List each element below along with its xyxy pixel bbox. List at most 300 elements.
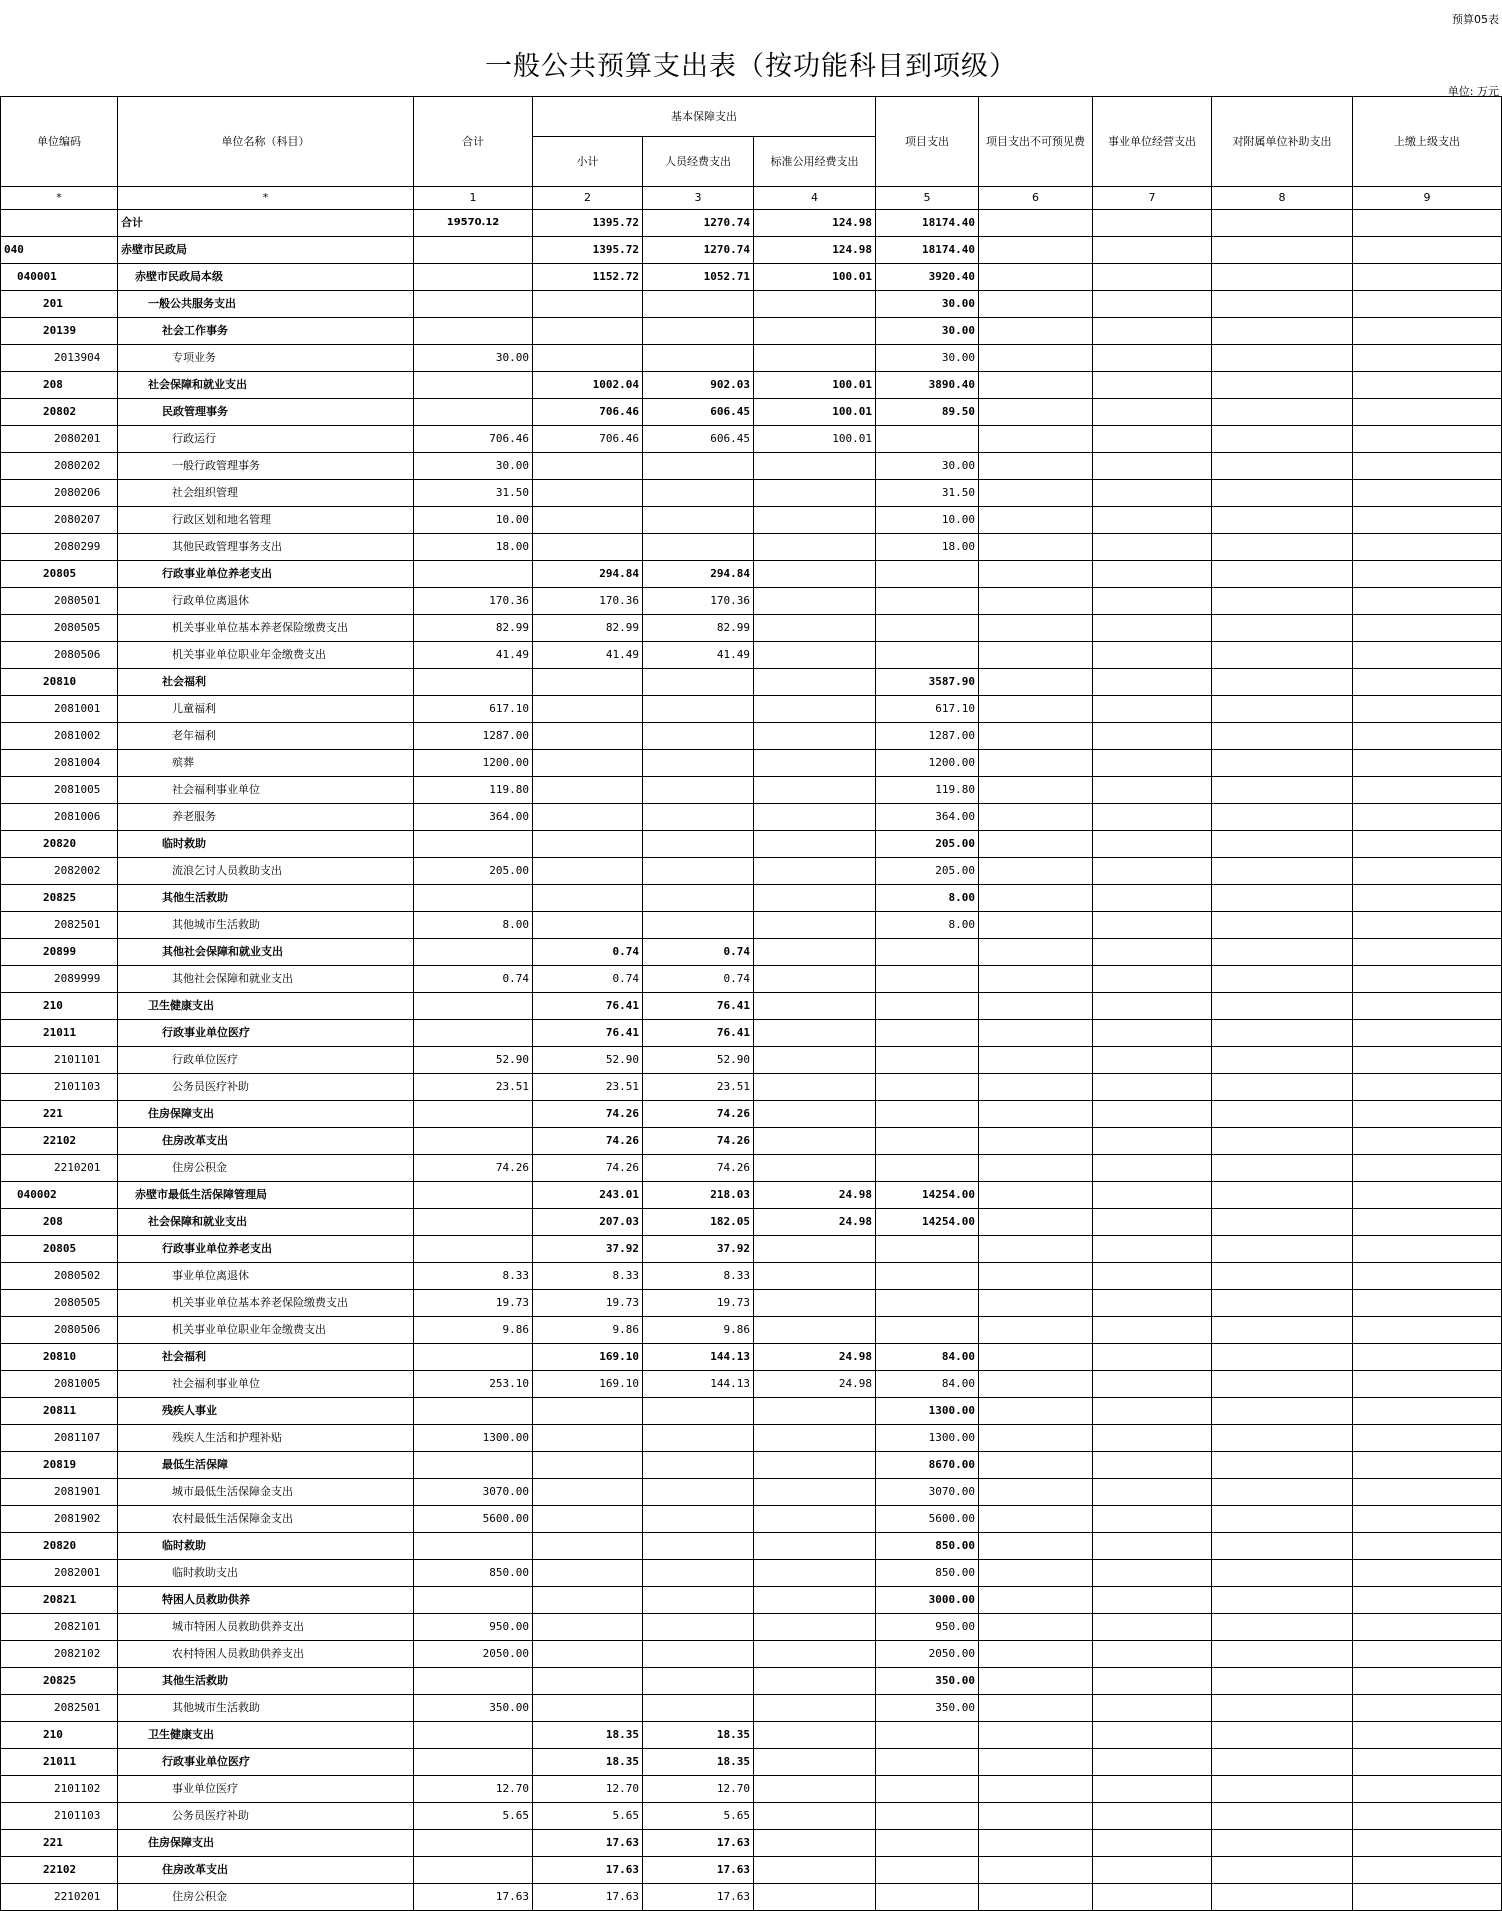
unforeseen-cell [979,1047,1093,1074]
name-cell: 特困人员救助供养 [118,1587,414,1614]
code-cell: 2080299 [1,534,118,561]
personnel-cell: 74.26 [643,1155,754,1182]
table-row [1,561,1502,588]
header-index: 4 [754,187,876,210]
project-cell: 8.00 [876,885,979,912]
table-row [1,1020,1502,1047]
superior-cell [1353,1344,1502,1371]
code-cell: 2210201 [1,1884,118,1911]
header-code: 单位编码 [1,97,118,187]
project-cell: 14254.00 [876,1182,979,1209]
code-cell: 2101102 [1,1776,118,1803]
superior-cell [1353,264,1502,291]
unforeseen-cell [979,696,1093,723]
total-cell [414,993,533,1020]
header-index: 1 [414,187,533,210]
page-title: 一般公共预算支出表（按功能科目到项级） [485,51,1017,82]
subtotal-cell: 207.03 [533,1209,643,1236]
subtotal-cell: 169.10 [533,1371,643,1398]
personnel-cell: 0.74 [643,939,754,966]
unforeseen-cell [979,1344,1093,1371]
code-cell: 2081107 [1,1425,118,1452]
business-cell [1093,1722,1212,1749]
name-cell: 其他城市生活救助 [118,912,414,939]
public-cell: 124.98 [754,210,876,237]
superior-cell [1353,291,1502,318]
subtotal-cell [533,480,643,507]
name-cell: 社会保障和就业支出 [118,372,414,399]
personnel-cell: 17.63 [643,1884,754,1911]
table-row [1,534,1502,561]
superior-cell [1353,318,1502,345]
public-cell [754,912,876,939]
personnel-cell: 18.35 [643,1749,754,1776]
superior-cell [1353,1128,1502,1155]
superior-cell [1353,858,1502,885]
total-cell: 5.65 [414,1803,533,1830]
public-cell: 100.01 [754,399,876,426]
personnel-cell: 0.74 [643,966,754,993]
code-cell: 20899 [1,939,118,966]
name-cell: 住房改革支出 [118,1128,414,1155]
subtotal-cell [533,534,643,561]
public-cell [754,1128,876,1155]
business-cell [1093,993,1212,1020]
name-cell: 其他生活救助 [118,1668,414,1695]
business-cell [1093,1209,1212,1236]
superior-cell [1353,1722,1502,1749]
project-cell [876,1317,979,1344]
business-cell [1093,966,1212,993]
subsidy-cell [1212,318,1353,345]
table-row [1,1695,1502,1722]
table-row [1,1506,1502,1533]
unforeseen-cell [979,1857,1093,1884]
public-cell [754,1047,876,1074]
subtotal-cell [533,1479,643,1506]
public-cell [754,1722,876,1749]
table-row [1,1830,1502,1857]
project-cell: 1200.00 [876,750,979,777]
project-cell: 30.00 [876,318,979,345]
superior-cell [1353,1074,1502,1101]
name-cell: 社会福利事业单位 [118,777,414,804]
superior-cell [1353,615,1502,642]
personnel-cell [643,1533,754,1560]
subtotal-cell: 17.63 [533,1857,643,1884]
superior-cell [1353,1020,1502,1047]
business-cell [1093,1506,1212,1533]
superior-cell [1353,345,1502,372]
subtotal-cell: 12.70 [533,1776,643,1803]
unforeseen-cell [979,1587,1093,1614]
code-cell: 2082501 [1,1695,118,1722]
code-cell: 2082501 [1,912,118,939]
superior-cell [1353,210,1502,237]
public-cell: 24.98 [754,1344,876,1371]
code-cell: 2089999 [1,966,118,993]
project-cell: 30.00 [876,453,979,480]
subtotal-cell [533,507,643,534]
superior-cell [1353,453,1502,480]
total-cell: 5600.00 [414,1506,533,1533]
header-index: 7 [1093,187,1212,210]
table-row [1,1803,1502,1830]
code-cell: 2080202 [1,453,118,480]
unforeseen-cell [979,1695,1093,1722]
name-cell: 城市特困人员救助供养支出 [118,1614,414,1641]
unforeseen-cell [979,1209,1093,1236]
name-cell: 其他生活救助 [118,885,414,912]
table-row [1,642,1502,669]
name-cell: 公务员医疗补助 [118,1074,414,1101]
code-cell: 20820 [1,831,118,858]
superior-cell [1353,939,1502,966]
total-cell: 41.49 [414,642,533,669]
total-cell: 8.33 [414,1263,533,1290]
business-cell [1093,1182,1212,1209]
name-cell: 住房公积金 [118,1155,414,1182]
code-cell: 2081901 [1,1479,118,1506]
business-cell [1093,1479,1212,1506]
superior-cell [1353,1452,1502,1479]
total-cell: 1287.00 [414,723,533,750]
personnel-cell: 19.73 [643,1290,754,1317]
code-cell: 201 [1,291,118,318]
subsidy-cell [1212,1884,1353,1911]
business-cell [1093,1128,1212,1155]
total-cell: 19570.12 [414,210,533,237]
name-cell: 临时救助 [118,1533,414,1560]
personnel-cell: 606.45 [643,399,754,426]
table-row [1,1344,1502,1371]
superior-cell [1353,1182,1502,1209]
code-cell: 221 [1,1830,118,1857]
personnel-cell [643,291,754,318]
code-cell: 2080206 [1,480,118,507]
name-cell: 农村特困人员救助供养支出 [118,1641,414,1668]
subtotal-cell [533,291,643,318]
name-cell: 赤壁市最低生活保障管理局 [118,1182,414,1209]
code-cell: 040001 [1,264,118,291]
code-cell: 21011 [1,1749,118,1776]
superior-cell [1353,912,1502,939]
superior-cell [1353,1830,1502,1857]
subtotal-cell: 1152.72 [533,264,643,291]
subtotal-cell [533,453,643,480]
superior-cell [1353,1317,1502,1344]
total-cell [414,1857,533,1884]
public-cell [754,1398,876,1425]
total-cell: 3070.00 [414,1479,533,1506]
table-row [1,1722,1502,1749]
public-cell [754,1614,876,1641]
table-row [1,669,1502,696]
code-cell: 2101103 [1,1074,118,1101]
subtotal-cell: 706.46 [533,399,643,426]
superior-cell [1353,885,1502,912]
public-cell [754,1641,876,1668]
code-cell: 20811 [1,1398,118,1425]
unforeseen-cell [979,939,1093,966]
subsidy-cell [1212,345,1353,372]
name-cell: 临时救助 [118,831,414,858]
unforeseen-cell [979,669,1093,696]
subtotal-cell [533,345,643,372]
public-cell [754,1776,876,1803]
table-row [1,1101,1502,1128]
name-cell: 住房改革支出 [118,1857,414,1884]
header-index: 5 [876,187,979,210]
unforeseen-cell [979,1182,1093,1209]
subtotal-cell: 17.63 [533,1884,643,1911]
form-number: 预算05表 [1452,13,1499,26]
public-cell: 24.98 [754,1371,876,1398]
business-cell [1093,1668,1212,1695]
business-cell [1093,1830,1212,1857]
unforeseen-cell [979,1425,1093,1452]
subtotal-cell [533,885,643,912]
subsidy-cell [1212,372,1353,399]
public-cell [754,1587,876,1614]
total-cell [414,1722,533,1749]
subsidy-cell [1212,237,1353,264]
name-cell: 残疾人生活和护理补贴 [118,1425,414,1452]
public-cell [754,1803,876,1830]
superior-cell [1353,1047,1502,1074]
business-cell [1093,885,1212,912]
subtotal-cell: 0.74 [533,966,643,993]
unforeseen-cell [979,453,1093,480]
name-cell: 其他社会保障和就业支出 [118,966,414,993]
code-cell: 2082101 [1,1614,118,1641]
table-row [1,696,1502,723]
personnel-cell: 76.41 [643,1020,754,1047]
public-cell [754,615,876,642]
unforeseen-cell [979,777,1093,804]
code-cell: 22102 [1,1128,118,1155]
public-cell [754,507,876,534]
project-cell: 364.00 [876,804,979,831]
project-cell: 8670.00 [876,1452,979,1479]
total-cell: 52.90 [414,1047,533,1074]
unforeseen-cell [979,1371,1093,1398]
personnel-cell: 52.90 [643,1047,754,1074]
superior-cell [1353,1155,1502,1182]
name-cell: 卫生健康支出 [118,993,414,1020]
project-cell [876,588,979,615]
superior-cell [1353,1371,1502,1398]
subtotal-cell: 0.74 [533,939,643,966]
name-cell: 机关事业单位职业年金缴费支出 [118,642,414,669]
project-cell: 3587.90 [876,669,979,696]
subsidy-cell [1212,1398,1353,1425]
project-cell: 14254.00 [876,1209,979,1236]
project-cell: 850.00 [876,1560,979,1587]
subtotal-cell: 9.86 [533,1317,643,1344]
name-cell: 社会福利事业单位 [118,1371,414,1398]
subsidy-cell [1212,1020,1353,1047]
name-cell: 行政单位医疗 [118,1047,414,1074]
project-cell [876,1749,979,1776]
unforeseen-cell [979,885,1093,912]
subsidy-cell [1212,750,1353,777]
personnel-cell [643,453,754,480]
public-cell [754,561,876,588]
personnel-cell: 17.63 [643,1857,754,1884]
personnel-cell: 18.35 [643,1722,754,1749]
unforeseen-cell [979,1803,1093,1830]
project-cell: 84.00 [876,1344,979,1371]
subtotal-cell: 23.51 [533,1074,643,1101]
subtotal-cell: 18.35 [533,1722,643,1749]
business-cell [1093,237,1212,264]
personnel-cell: 182.05 [643,1209,754,1236]
personnel-cell [643,318,754,345]
unforeseen-cell [979,264,1093,291]
superior-cell [1353,399,1502,426]
unforeseen-cell [979,507,1093,534]
project-cell [876,615,979,642]
name-cell: 行政事业单位养老支出 [118,1236,414,1263]
personnel-cell: 41.49 [643,642,754,669]
subsidy-cell [1212,1290,1353,1317]
table-row [1,1533,1502,1560]
code-cell: 2081006 [1,804,118,831]
public-cell [754,1479,876,1506]
code-cell: 2013904 [1,345,118,372]
subsidy-cell [1212,399,1353,426]
subtotal-cell [533,723,643,750]
total-cell: 12.70 [414,1776,533,1803]
personnel-cell: 144.13 [643,1371,754,1398]
public-cell [754,318,876,345]
business-cell [1093,1749,1212,1776]
header-index: * [118,187,414,210]
public-cell [754,480,876,507]
project-cell [876,993,979,1020]
project-cell [876,1236,979,1263]
code-cell: 2081004 [1,750,118,777]
table-row [1,1074,1502,1101]
business-cell [1093,372,1212,399]
header-subsidy: 对附属单位补助支出 [1212,97,1353,187]
table-row [1,1857,1502,1884]
table-row [1,1587,1502,1614]
public-cell [754,1506,876,1533]
name-cell: 一般行政管理事务 [118,453,414,480]
unforeseen-cell [979,831,1093,858]
project-cell: 3920.40 [876,264,979,291]
code-cell: 2082102 [1,1641,118,1668]
subsidy-cell [1212,1668,1353,1695]
personnel-cell: 902.03 [643,372,754,399]
personnel-cell [643,507,754,534]
subtotal-cell [533,696,643,723]
total-cell: 1200.00 [414,750,533,777]
business-cell [1093,1290,1212,1317]
name-cell: 其他社会保障和就业支出 [118,939,414,966]
table-body [1,210,1502,1911]
subsidy-cell [1212,1047,1353,1074]
public-cell [754,588,876,615]
project-cell [876,1722,979,1749]
code-cell: 20805 [1,561,118,588]
project-cell [876,1101,979,1128]
name-cell: 老年福利 [118,723,414,750]
public-cell [754,858,876,885]
unforeseen-cell [979,615,1093,642]
unforeseen-cell [979,966,1093,993]
personnel-cell [643,858,754,885]
subtotal-cell: 8.33 [533,1263,643,1290]
unforeseen-cell [979,426,1093,453]
subtotal-cell [533,1614,643,1641]
public-cell [754,993,876,1020]
header-subtotal: 小计 [533,137,643,187]
superior-cell [1353,723,1502,750]
public-cell [754,1857,876,1884]
project-cell: 617.10 [876,696,979,723]
total-cell: 23.51 [414,1074,533,1101]
unforeseen-cell [979,1317,1093,1344]
code-cell: 20139 [1,318,118,345]
subtotal-cell: 74.26 [533,1155,643,1182]
table-row [1,993,1502,1020]
project-cell [876,1263,979,1290]
table-row [1,1182,1502,1209]
total-cell: 706.46 [414,426,533,453]
unforeseen-cell [979,1398,1093,1425]
project-cell: 350.00 [876,1668,979,1695]
subsidy-cell [1212,1236,1353,1263]
name-cell: 城市最低生活保障金支出 [118,1479,414,1506]
personnel-cell: 37.92 [643,1236,754,1263]
personnel-cell: 1052.71 [643,264,754,291]
project-cell [876,561,979,588]
code-cell: 2080502 [1,1263,118,1290]
table-row [1,507,1502,534]
public-cell [754,723,876,750]
superior-cell [1353,750,1502,777]
total-cell: 8.00 [414,912,533,939]
project-cell: 18174.40 [876,210,979,237]
table-row [1,345,1502,372]
header-index: 3 [643,187,754,210]
subtotal-cell: 76.41 [533,1020,643,1047]
business-cell [1093,912,1212,939]
subsidy-cell [1212,210,1353,237]
superior-cell [1353,372,1502,399]
total-cell: 205.00 [414,858,533,885]
personnel-cell: 82.99 [643,615,754,642]
business-cell [1093,696,1212,723]
personnel-cell [643,804,754,831]
project-cell [876,966,979,993]
table-row [1,1560,1502,1587]
unforeseen-cell [979,1479,1093,1506]
public-cell [754,534,876,561]
personnel-cell: 144.13 [643,1344,754,1371]
code-cell: 20825 [1,1668,118,1695]
subtotal-cell: 170.36 [533,588,643,615]
subsidy-cell [1212,1425,1353,1452]
code-cell: 210 [1,1722,118,1749]
business-cell [1093,1695,1212,1722]
name-cell: 临时救助支出 [118,1560,414,1587]
total-cell: 18.00 [414,534,533,561]
subtotal-cell: 52.90 [533,1047,643,1074]
